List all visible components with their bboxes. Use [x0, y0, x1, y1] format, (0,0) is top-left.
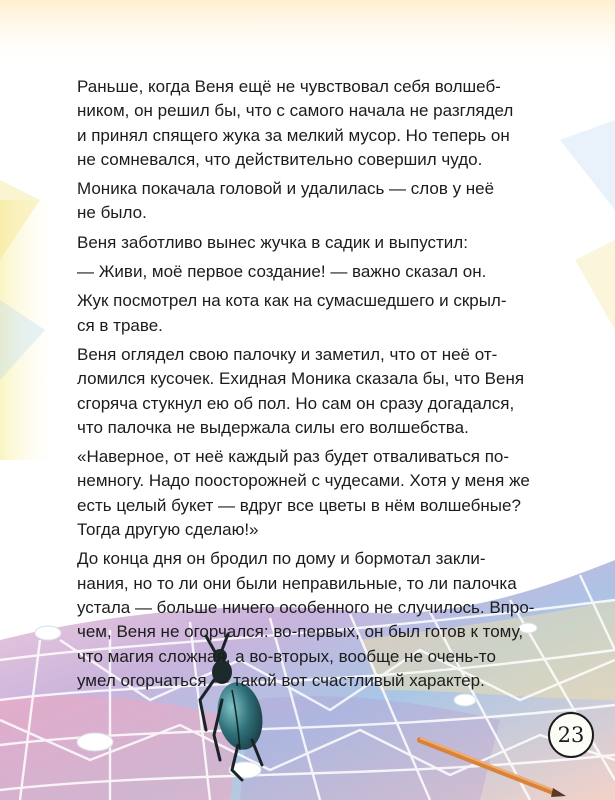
text-line: не было. [77, 203, 147, 223]
paragraph [56, 75, 550, 172]
text-line: что магия сложная, а во-вторых, вообще не очень-то [77, 646, 496, 666]
text-line: Веня заботливо вынес жучка в садик и выпустил: [77, 232, 468, 252]
page-number: 23 [548, 712, 594, 758]
text-line: чем, Веня не огорчался: во-первых, он был готов к тому, [77, 622, 524, 642]
paragraph [56, 260, 550, 284]
paragraph [56, 445, 550, 542]
paragraph [56, 289, 550, 338]
text-line: ломился кусочек. Ехидная Моника сказала бы, что Веня [77, 369, 525, 389]
text-line: Раньше, когда Веня ещё не чувствовал себя волшеб- [77, 77, 501, 96]
paragraph [56, 343, 550, 440]
paragraph [56, 231, 550, 255]
text-line: «Наверное, от неё каждый раз будет отваливаться по- [77, 447, 510, 467]
text-line: устала — больше ничего особенного не случилось. Впро- [77, 597, 535, 617]
text-line: умел огорчаться — такой вот счастливый характер. [77, 670, 485, 690]
story-text [56, 75, 550, 698]
text-line: До конца дня он бродил по дому и бормотал закли- [77, 549, 486, 569]
text-line: нания, но то ли они были неправильные, то ли палочка [77, 573, 517, 593]
text-line: Тогда другую сделаю!» [77, 520, 259, 540]
text-line: ся в траве. [77, 315, 163, 335]
text-line: немногу. Надо поосторожней с чудесами. Хотя у меня же [77, 471, 530, 491]
text-line: Веня оглядел свою палочку и заметил, что от неё от- [77, 344, 498, 364]
paragraph [56, 547, 550, 693]
text-line: не сомневался, что действительно совершил чудо. [77, 149, 483, 169]
text-line: что палочка не выдержала силы его волшебства. [77, 417, 469, 437]
text-line: и принял спящего жука за мелкий мусор. Но теперь он [77, 125, 510, 145]
text-line: — Живи, моё первое создание! — важно сказал он. [77, 262, 487, 282]
text-line: Жук посмотрел на кота как на сумасшедшего и скрыл- [77, 291, 507, 311]
paragraph [56, 177, 550, 226]
text-line: ником, он решил бы, что с самого начала не разглядел [77, 101, 514, 121]
text-line: Моника покачала головой и удалилась — слов у неё [77, 179, 495, 199]
text-line: есть целый букет — вдруг все цветы в нём волшебные? [77, 495, 521, 515]
text-line: сгоряча стукнул ею об пол. Но сам он сразу догадался, [77, 393, 515, 413]
